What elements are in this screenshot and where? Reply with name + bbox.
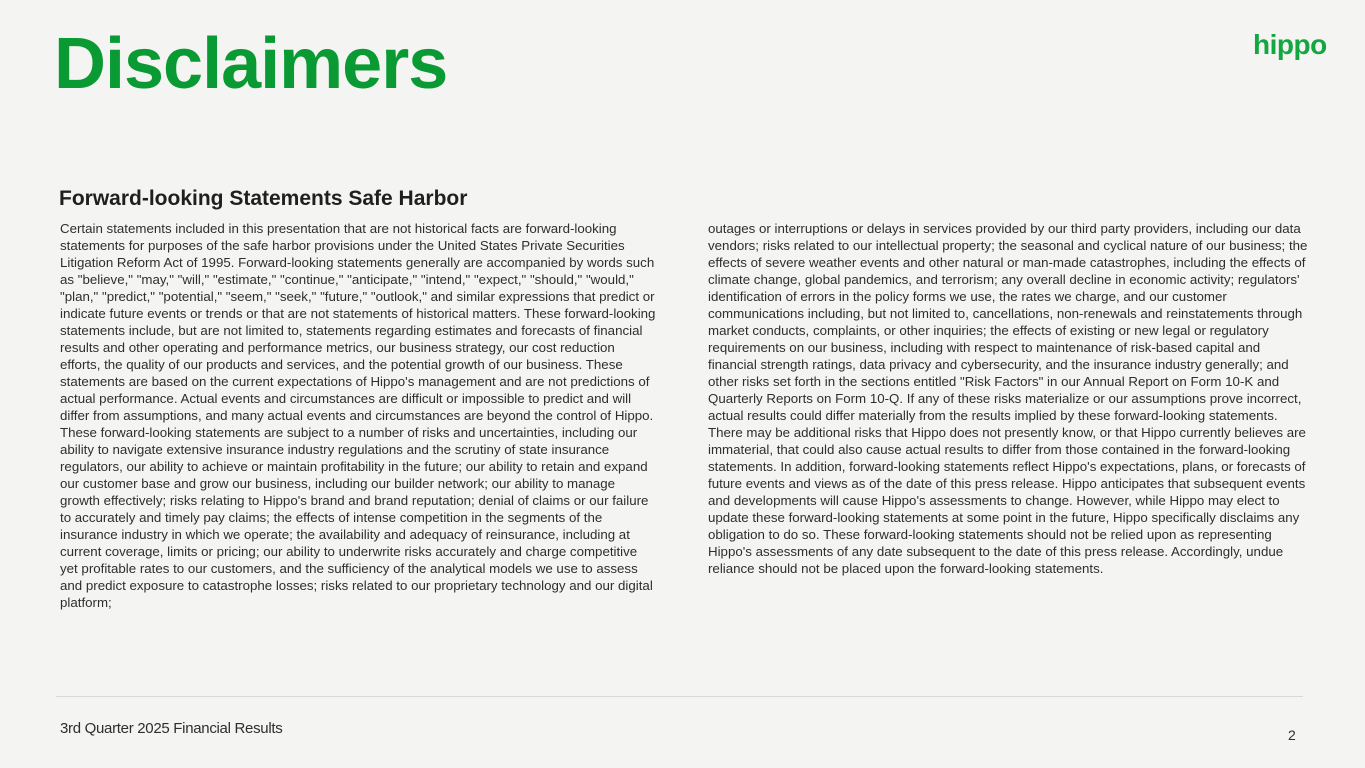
disclaimer-text-right: outages or interruptions or delays in services provided by our third party providers, including our data vendors; risks related to our intellectual property; the seasonal and cyclical nature of our business; the effects of severe weather events and other natural or man-made catastrophes, including the effects of climate change, global pandemics, and terrorism; any overall decline in economic activity; regulators' identification of errors in the policy forms we use, the rates we charge, and our customer communications including, but not limited to, cancellations, non-renewals and reinstatements through market conducts, complaints, or other inquiries; the effects of existing or new legal or regulatory requirements on our business, including with respect to maintenance of risk-based capital and financial strength ratings, data privacy and cybersecurity, and the insurance industry generally; and other risks set forth in the sections entitled "Risk Factors" in our Annual Report on Form 10-K and Quarterly Reports on Form 10-Q. If any of these risks materialize or our assumptions prove incorrect, actual results could differ materially from the results implied by these forward-looking statements. There may be additional risks that Hippo does not presently know, or that Hippo currently believes are immaterial, that could also cause actual results to differ from those contained in the forward-looking statements. In addition, forward-looking statements reflect Hippo's expectations, plans, or forecasts of future events and views as of the date of this press release. Hippo anticipates that subsequent events and developments will cause Hippo's assessments to change. However, while Hippo may elect to update these forward-looking statements at some point in the future, Hippo specifically disclaims any obligation to do so. These forward-looking statements should not be relied upon as representing Hippo's assessments of any date subsequent to the date of this press release. Accordingly, undue reliance should not be placed upon the forward-looking statements. <box>708 221 1308 576</box>
hippo-logo: hippo <box>1253 29 1327 60</box>
disclaimer-text-left: Certain statements included in this presentation that are not historical facts are forward-looking statements for purposes of the safe harbor provisions under the United States Private Securities Litigation Reform Act of 1995. Forward-looking statements generally are accompanied by words such as "believe," "may," "will," "estimate," "continue," "anticipate," "intend," "expect," "should," "would," "plan," "predict," "potential," "seem," "seek," "future," "outlook," and similar expressions that predict or indicate future events or trends or that are not statements of historical matters. These forward-looking statements include, but are not limited to, statements regarding estimates and forecasts of financial results and other operating and performance metrics, our business strategy, our cost reduction efforts, the quality of our products and services, and the potential growth of our business. These statements are based on the current expectations of Hippo's management and are not predictions of actual performance. Actual events and circumstances are difficult or impossible to predict and will differ from assumptions, and many actual events and circumstances are beyond the control of Hippo. These forward-looking statements are subject to a number of risks and uncertainties, including our ability to navigate extensive insurance industry regulations and the scrutiny of state insurance regulators, our ability to achieve or maintain profitability in the future; our ability to retain and expand our customer base and grow our business, including our builder network; our ability to manage growth effectively; risks relating to Hippo's brand and brand reputation; denial of claims or our failure to accurately and timely pay claims; the effects of intense competition in the segments of the insurance industry in which we operate; the availability and adequacy of reinsurance, including at current coverage, limits or pricing; our ability to underwrite risks accurately and charge competitive yet profitable rates to our customers, and the sufficiency of the analytical models we use to assess and predict exposure to catastrophe losses; risks related to our proprietary technology and our digital platform; <box>60 221 656 610</box>
section-heading: Forward-looking Statements Safe Harbor <box>59 187 468 210</box>
page-number: 2 <box>1288 727 1296 743</box>
page-title: Disclaimers <box>54 24 448 104</box>
footer-report-title: 3rd Quarter 2025 Financial Results <box>60 720 283 737</box>
footer-divider <box>56 696 1303 697</box>
